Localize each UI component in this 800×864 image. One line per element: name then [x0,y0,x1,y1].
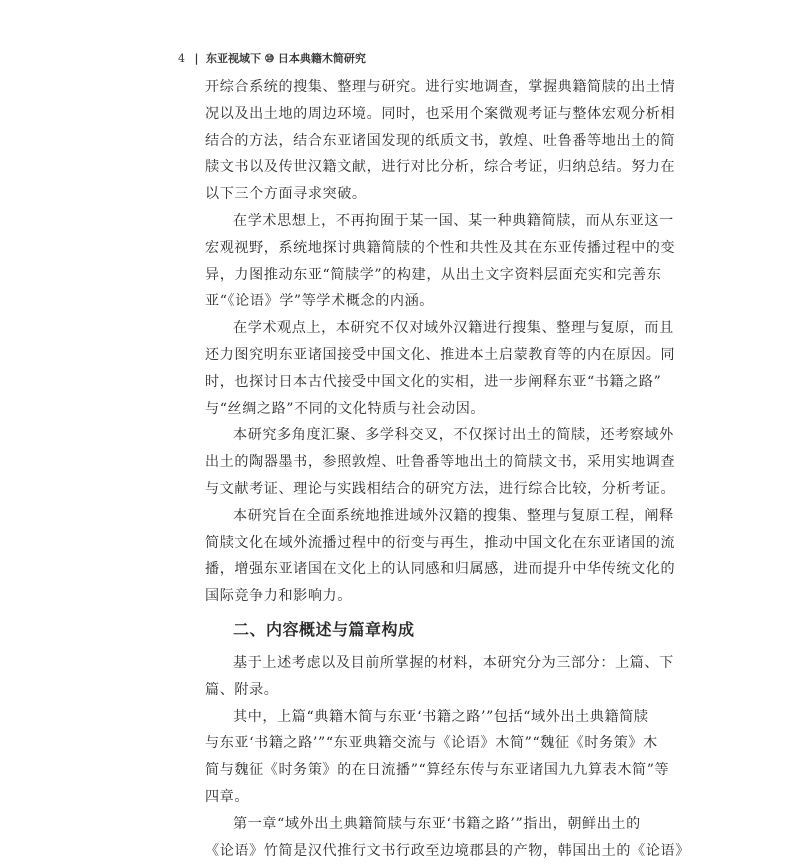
text-line: 国际竞争力和影响力。 [205,588,352,605]
page-number: 4 [178,52,185,65]
paragraph [205,208,676,315]
text-line: 以下三个方面寻求突破。 [205,186,367,203]
text-line: 四章。 [205,788,250,805]
header-separator: | [194,52,199,65]
text-line: 简与魏征《时务策》的在日流播”“算经东传与东亚诸国九九算表木简”等 [205,762,670,779]
text-line: 播，增强东亚诸国在文化上的认同感和归属感，进而提升中华传统文化的 [205,561,676,578]
paragraph [205,650,674,704]
text-line: 牍文书以及传世汉籍文献，进行对比分析，综合考证，归纳总结。努力在 [205,159,676,176]
text-line: 基于上述考虑以及目前所掌握的材料，本研究分为三部分：上篇、下 [233,654,674,671]
text-line: 在学术思想上，不再拘囿于某一国、某一种典籍简牍，而从东亚这一 [233,212,674,229]
text-line: 本研究旨在全面系统地推进域外汉籍的搜集、整理与复原工程，阐释 [233,507,674,524]
book-title: 日本典籍木简研究 [277,52,366,65]
text-line: 简牍文化在域外流播过程中的衍变与再生，推动中国文化在东亚诸国的流 [205,534,676,551]
paragraph [205,422,676,502]
text-line: 与东亚‘书籍之路’”“东亚典籍交流与《论语》木简”“魏征《时务策》木 [205,735,658,752]
text-line: 亚“《论语》学”等学术概念的内涵。 [205,293,434,310]
text-line: 篇、附录。 [205,681,279,698]
text-line: 与文献考证、理论与实践相结合的研究方法，进行综合比较，分析考证。 [205,480,676,497]
text-line: 与“丝绸之路”不同的文化特质与社会动因。 [205,400,486,417]
paragraph [205,811,690,864]
text-line: 开综合系统的搜集、整理与研究。进行实地调查，掌握典籍简牍的出土情 [205,79,676,95]
text-line: 本研究多角度汇聚、多学科交叉，不仅探讨出土的简牍，还考察域外 [233,427,674,444]
text-line: 宏观视野，系统地探讨典籍简牍的个性和共性及其在东亚传播过程中的变 [205,239,676,256]
text-line: 还力图究明东亚诸国接受中国文化、推进本土启蒙教育等的内在原因。同 [205,346,676,363]
text-line: 在学术观点上，本研究不仅对域外汉籍进行搜集、整理与复原，而且 [233,320,674,337]
text-line: 出土的陶器墨书，参照敦煌、吐鲁番等地出土的简牍文书，采用实地调查 [205,454,676,471]
text-line: 况以及出土地的周边环境。同时，也采用个案微观考证与整体宏观分析相 [205,105,676,122]
text-line: 《论语》竹简是汉代推行文书行政至边境郡县的产物，韩国出土的《论语》 [205,842,690,859]
series-title: 东亚视域下 [206,52,262,65]
running-header [178,50,366,66]
text-line: 其中，上篇“典籍木简与东亚‘书籍之路’”包括“域外出土典籍简牍 [233,708,649,725]
text-line: 第一章“域外出土典籍简牍与东亚‘书籍之路’”指出，朝鲜出土的 [233,815,641,832]
text-line: 异，力图推动东亚“简牍学”的构建，从出土文字资料层面充实和完善东 [205,266,662,283]
paragraph [205,704,670,811]
section-heading: 二、内容概述与篇章构成 [233,619,415,639]
text-line: 时，也探讨日本古代接受中国文化的实相，进一步阐释东亚“书籍之路” [205,373,662,390]
header-connector: ⑩ [264,52,275,65]
paragraph [205,74,676,208]
text-line: 结合的方法，结合东亚诸国发现的纸质文书，敦煌、吐鲁番等地出土的简 [205,132,676,149]
paragraph [205,503,676,610]
page-body [205,74,690,864]
paragraph [205,315,676,422]
